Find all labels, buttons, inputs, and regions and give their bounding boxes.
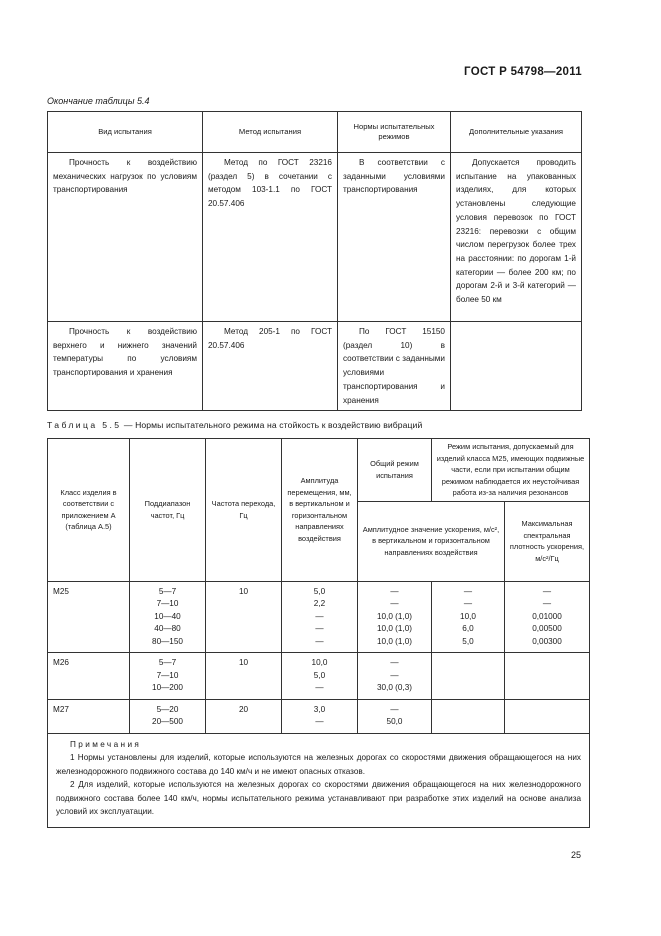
value: — [390,704,399,714]
table-notes [48,733,590,827]
cell-acceleration [432,653,505,700]
value: 3,0 [313,704,326,714]
value: — [390,599,399,608]
value: 10,0 (1,0) [376,611,413,621]
table-row-m27 [48,699,590,733]
header-test-type: Вид испытания [48,112,203,153]
value: — [463,599,473,608]
cell-class: М26 [48,653,130,700]
standard-header: ГОСТ Р 54798—2011 [464,66,582,78]
value: 7—10 [156,670,179,680]
header-displacement-amplitude: Амплитуда перемещения, мм, в вертикальном и горизонтальном направлениях воздействия [282,439,358,582]
table-5-5-caption [47,420,422,430]
cell-additional-notes: Допускается проводить испытание на упакованных изделиях, для которых установлены следующие условия перевозок по ГОСТ 23216: перевозки с общим числом перегрузок более трех на расстоянии: по дорогам 1-й категории — более 200 км; по дорогам 2-й и 3-й категорий — более 50 км [451,153,582,322]
note-1: 1 Нормы установлены для изделий, которые используются на железных дорогах со скоростями движения обращающегося на них железнодорожного подвижного состава до 140 км/ч и не имеют опасных отказов. [56,753,581,776]
value: 5,0 [313,586,326,596]
cell-crossover: 10 [206,653,282,700]
cell-spectral-density [505,581,590,653]
table-row-m26 [48,653,590,700]
cell-test-type: Прочность к воздействию механических нагрузок по условиям транспортирования [48,153,203,322]
value: 0,01000 [532,611,562,621]
cell-test-norms: В соответствии с заданными условиями транспортирования [338,153,451,322]
cell-amplitude [282,699,358,733]
value: 30,0 (0,3) [376,683,413,692]
table-notes-row [48,733,590,827]
value: 6,0 [462,624,474,633]
table-5-5-caption-label: Таблица 5.5 [47,420,122,430]
header-acceleration-amplitude: Амплитудное значение ускорения, м/с², в вертикальном и горизонтальном направлениях воздействия [358,501,505,581]
table-5-4-caption: Окончание таблицы 5.4 [47,96,150,106]
value: — [315,624,324,633]
table-5-4 [47,111,582,411]
value: 5—20 [156,704,179,714]
value: 10—40 [154,611,181,621]
header-product-class: Класс изделия в соответствии с приложением А (таблица А.5) [48,439,130,582]
cell-general-mode [358,653,432,700]
cell-crossover: 20 [206,699,282,733]
cell-spectral-density [505,699,590,733]
cell-acceleration [432,581,505,653]
header-frequency-subrange: Поддиапазон частот, Гц [130,439,206,582]
value: 10,0 (1,0) [376,624,413,633]
header-additional-notes: Дополнительные указания [451,112,582,153]
value: — [315,683,324,692]
header-test-norms: Нормы испытательных режимов [338,112,451,153]
value: 5—7 [158,586,177,596]
value: 10,0 (1,0) [376,636,413,646]
value: 10,0 [460,611,476,621]
value: 40—80 [154,624,181,633]
cell-amplitude [282,581,358,653]
value: 5—7 [158,658,177,667]
table-5-5-header-row [48,439,590,502]
header-general-mode: Общий режим испытания [358,439,432,502]
value: — [390,586,399,596]
value: — [390,658,399,667]
value: 10,0 [311,658,328,667]
value: 5,0 [313,670,326,680]
header-test-method: Метод испытания [203,112,338,153]
cell-subranges [130,653,206,700]
cell-acceleration [432,699,505,733]
cell-class: М27 [48,699,130,733]
value: 10—200 [152,683,183,692]
value: 7—10 [156,599,179,608]
value: — [315,611,324,621]
table-5-5-caption-text: — Нормы испытательного режима на стойкость к воздействию вибраций [121,420,423,430]
header-m25-mode: Режим испытания, допускаемый для изделий класса М25, имеющих подвижные части, если при испытании общим режимом наблюдается их неустойчивая работа из-за наличия резонансов [432,439,590,502]
table-row-m25 [48,581,590,653]
cell-subranges [130,699,206,733]
value: — [315,717,324,726]
value: 80—150 [152,636,183,646]
cell-test-method: Метод по ГОСТ 23216 (раздел 5) в сочетании с методом 103-1.1 по ГОСТ 20.57.406 [203,153,338,322]
cell-crossover: 10 [206,581,282,653]
cell-subranges [130,581,206,653]
table-5-5 [47,438,590,828]
value: 2,2 [313,599,326,608]
value: — [463,586,473,596]
page-number: 25 [570,850,581,860]
value: 0,00500 [532,624,562,633]
header-spectral-density: Максимальная спектральная плотность ускорения, м/с²/Гц [505,501,590,581]
cell-test-method: Метод 205-1 по ГОСТ 20.57.406 [203,322,338,411]
value: 0,00300 [532,636,562,646]
cell-spectral-density [505,653,590,700]
value: — [542,586,552,596]
table-row [48,322,582,411]
table-row [48,153,582,322]
cell-amplitude [282,653,358,700]
value: 20—500 [152,717,183,726]
value: 5,0 [462,636,474,646]
cell-test-type: Прочность к воздействию верхнего и нижнего значений температуры по условиям транспортирования и хранения [48,322,203,411]
cell-general-mode [358,699,432,733]
note-2: 2 Для изделий, которые используются на железных дорогах со скоростями движения обращающегося на них железнодорожного подвижного состава более 140 км/ч, нормы испытательного режима устанавливают при разработке этих изделий на основе анализа условий их эксплуатации. [56,780,581,816]
cell-general-mode [358,581,432,653]
value: — [542,599,552,608]
value: 50,0 [386,717,403,726]
value: — [315,636,324,646]
value: — [390,670,399,680]
cell-class: М25 [48,581,130,653]
cell-additional-notes [451,322,582,411]
table-5-4-header-row [48,112,582,153]
cell-test-norms: По ГОСТ 15150 (раздел 10) в соответствии с заданными условиями транспортирования и хранения [338,322,451,411]
notes-heading: Примечания [70,739,142,749]
header-crossover-frequency: Частота перехода, Гц [206,439,282,582]
